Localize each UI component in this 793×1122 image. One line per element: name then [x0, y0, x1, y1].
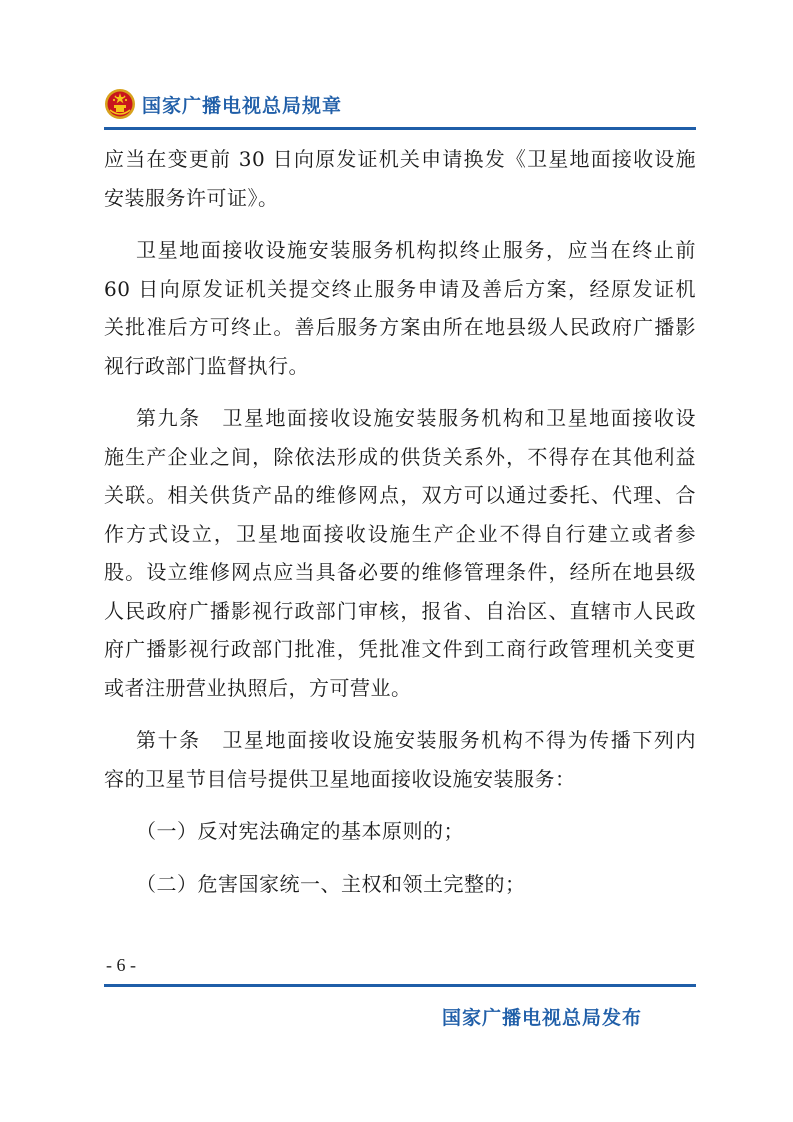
paragraph-gap [104, 798, 696, 812]
text-line: 或者注册营业执照后，方可营业。 [104, 675, 412, 700]
paragraph [104, 140, 696, 217]
paragraph [104, 721, 696, 798]
paragraph-gap [104, 707, 696, 721]
paragraph-gap [104, 385, 696, 399]
text-line: 卫星地面接收设施安装服务机构拟终止服务，应当在终止前 [136, 238, 696, 262]
text-line: 股。设立维修网点应当具备必要的维修管理条件，经所在地县级 [104, 560, 696, 584]
document-header [104, 84, 342, 124]
page-number: - 6 - [106, 955, 136, 975]
paragraph-gap [104, 851, 696, 865]
paragraph [104, 231, 696, 385]
document-body [104, 140, 696, 903]
text-line: 应当在变更前 30 日向原发证机关申请换发《卫星地面接收设施 [104, 147, 696, 171]
paragraph [104, 865, 696, 904]
text-line: 施生产企业之间，除依法形成的供货关系外，不得存在其他利益 [104, 444, 696, 469]
text-line: （一）反对宪法确定的基本原则的； [136, 819, 464, 843]
text-line: 第十条 卫星地面接收设施安装服务机构不得为传播下列内 [136, 728, 696, 752]
text-line: 安装服务许可证》。 [104, 185, 279, 210]
text-line: 60 日向原发证机关提交终止服务申请及善后方案，经原发证机 [104, 276, 696, 301]
footer-divider [104, 984, 696, 987]
text-line: 第九条 卫星地面接收设施安装服务机构和卫星地面接收设 [136, 406, 696, 430]
footer-publisher: 国家广播电视总局发布 [442, 1007, 643, 1029]
paragraph [104, 399, 696, 707]
national-emblem-icon [104, 88, 136, 120]
paragraph [104, 812, 696, 851]
text-line: 关批准后方可终止。善后服务方案由所在地县级人民政府广播影 [104, 315, 696, 339]
text-line: 人民政府广播影视行政部门审核，报省、自治区、直辖市人民政 [104, 598, 696, 623]
text-line: 作方式设立，卫星地面接收设施生产企业不得自行建立或者参 [104, 521, 696, 546]
header-title: 国家广播电视总局规章 [142, 94, 343, 117]
text-line: （二）危害国家统一、主权和领土完整的； [136, 871, 526, 896]
text-line: 视行政部门监督执行。 [104, 353, 309, 378]
text-line: 关联。相关供货产品的维修网点，双方可以通过委托、代理、合 [104, 483, 696, 507]
paragraph-gap [104, 217, 696, 231]
text-line: 容的卫星节目信号提供卫星地面接收设施安装服务： [104, 766, 576, 791]
text-line: 府广播影视行政部门批准，凭批准文件到工商行政管理机关变更 [104, 637, 696, 661]
header-divider [104, 127, 696, 130]
